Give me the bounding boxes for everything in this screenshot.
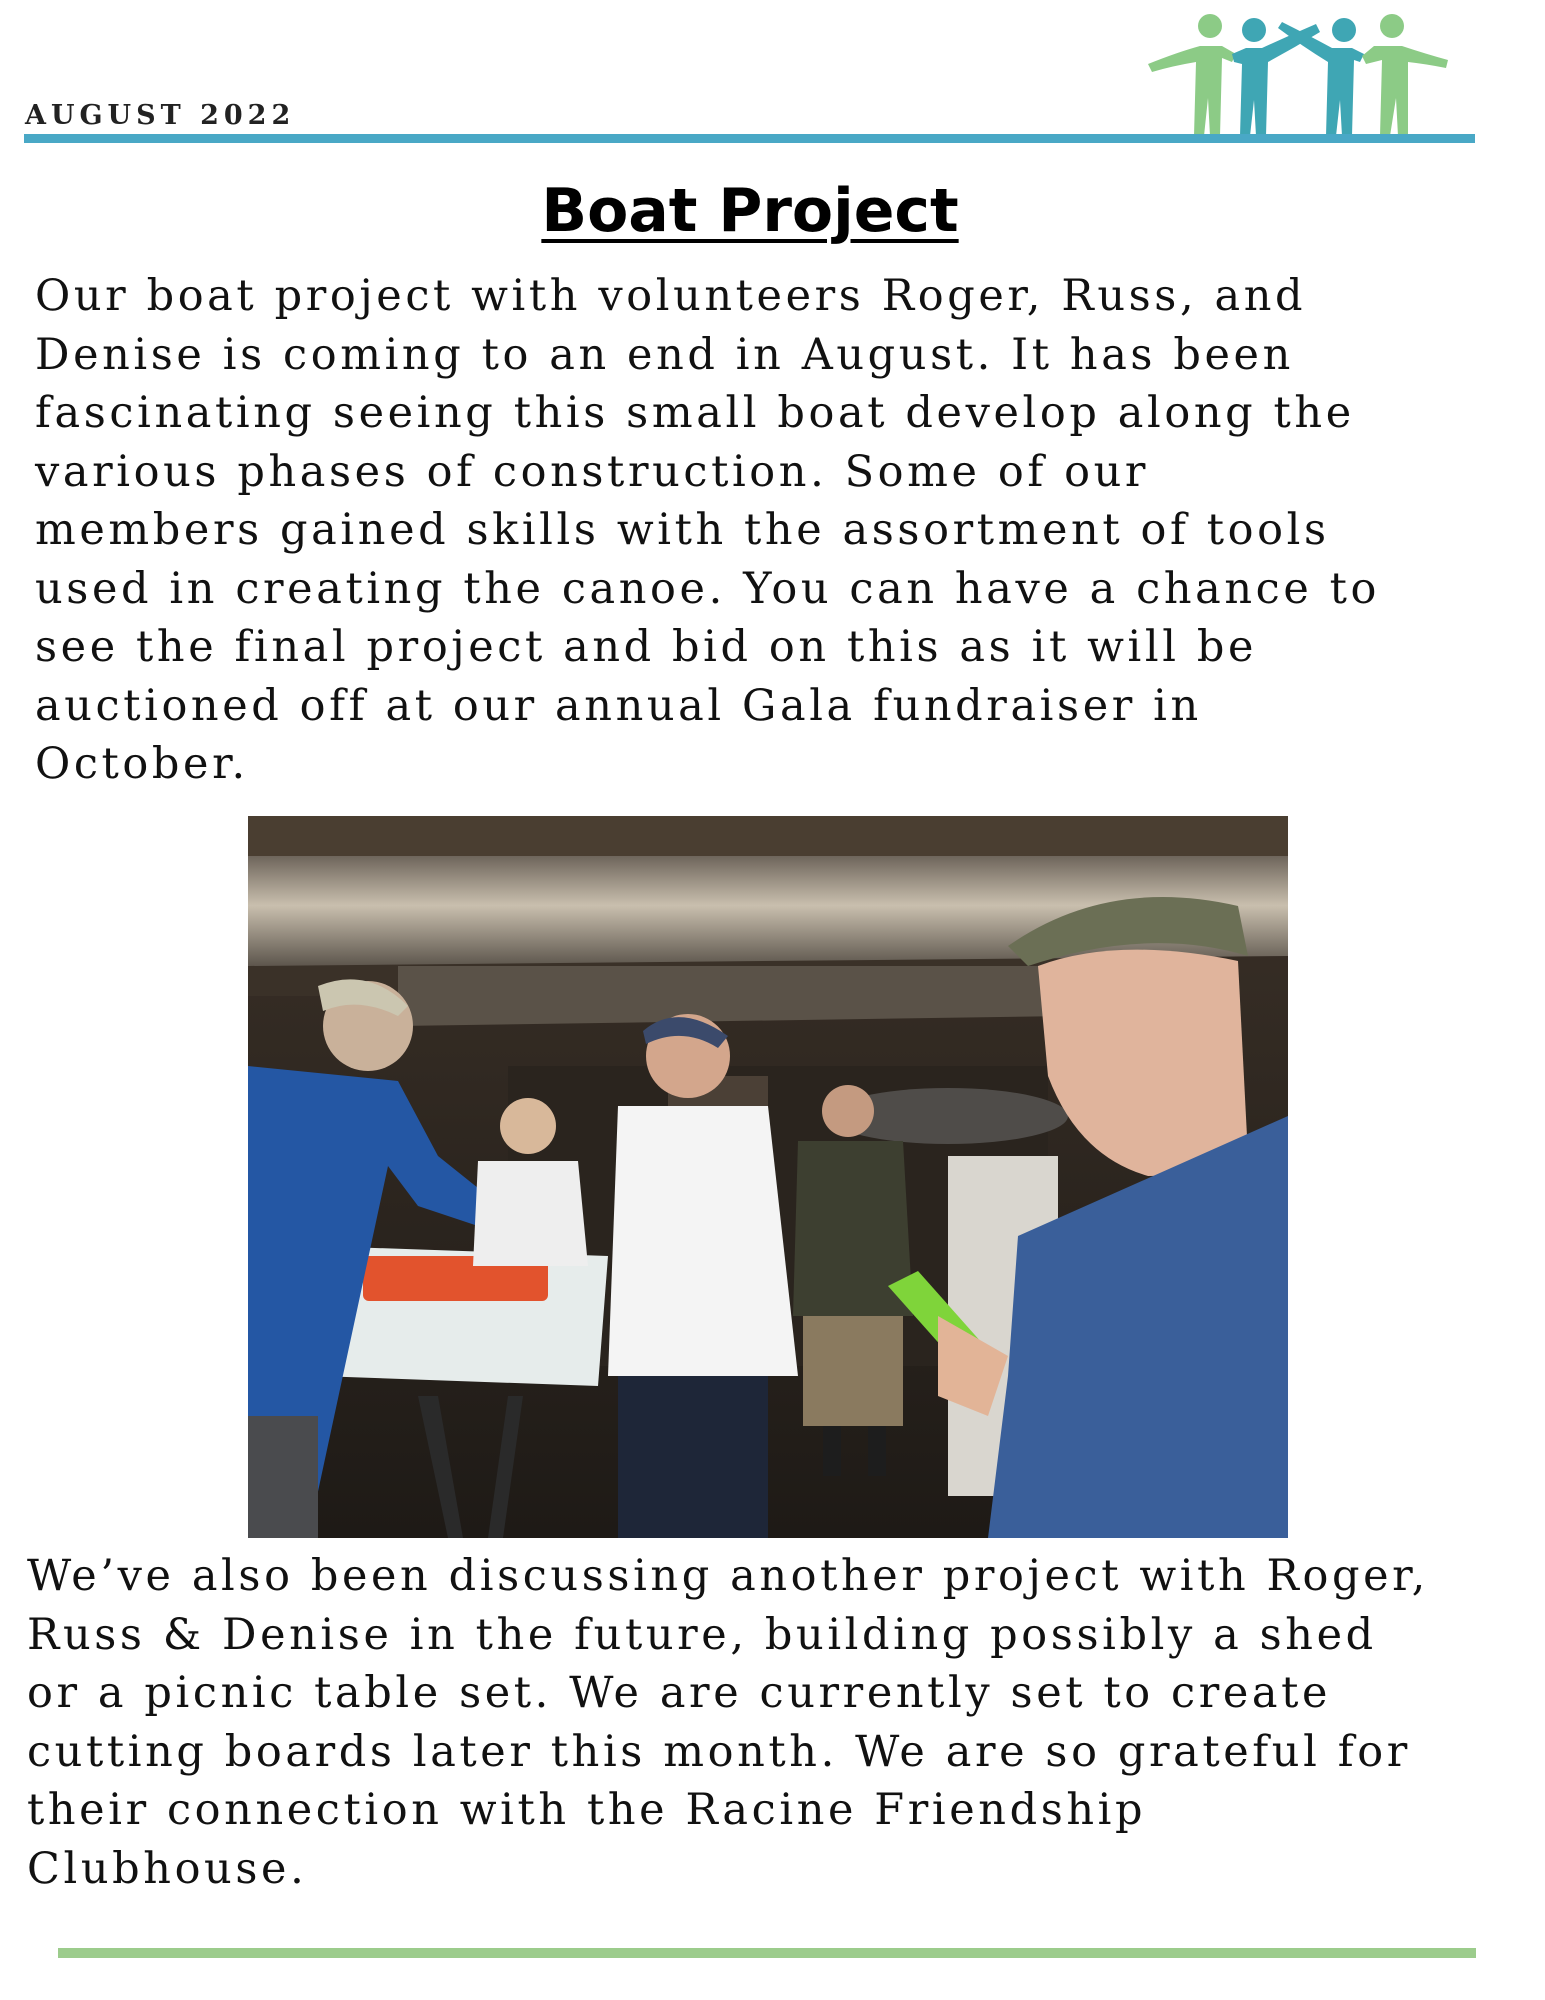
footer-rule: [58, 1948, 1476, 1958]
paragraph-line: We’ve also been discussing another project with Roger,: [27, 1551, 1429, 1601]
paragraph-line: fascinating seeing this small boat develop along the: [35, 388, 1355, 438]
paragraph-line: or a picnic table set. We are currently set to create: [27, 1668, 1332, 1718]
paragraph-line: Russ & Denise in the future, building possibly a shed: [27, 1609, 1377, 1660]
article-paragraph-1: [35, 267, 1380, 794]
paragraph-line: Denise is coming to an end in August. It has been: [35, 329, 1294, 380]
paragraph-line: Our boat project with volunteers Roger, Russ, and: [35, 271, 1307, 321]
paragraph-line: October.: [35, 739, 249, 789]
paragraph-line: auctioned off at our annual Gala fundraiser in: [35, 680, 1202, 731]
paragraph-line: Clubhouse.: [27, 1843, 308, 1894]
paragraph-line: see the final project and bid on this as it will be: [35, 622, 1258, 672]
paragraph-line: cutting boards later this month. We are so grateful for: [27, 1726, 1411, 1777]
paragraph-line: various phases of construction. Some of our: [35, 446, 1150, 497]
paragraph-line: used in creating the canoe. You can have a chance to: [35, 563, 1381, 614]
header-rule: [24, 134, 1475, 143]
volunteers-working-on-boat-photo: [248, 816, 1288, 1538]
article-paragraph-2: [27, 1547, 1429, 1898]
issue-date: AUGUST 2022: [25, 100, 296, 131]
paragraph-line: members gained skills with the assortment of tools: [35, 505, 1330, 555]
paragraph-line: their connection with the Racine Friendship: [27, 1785, 1147, 1835]
people-holding-hands-logo-icon: [1148, 8, 1448, 136]
article-title: Boat Project: [541, 176, 959, 246]
